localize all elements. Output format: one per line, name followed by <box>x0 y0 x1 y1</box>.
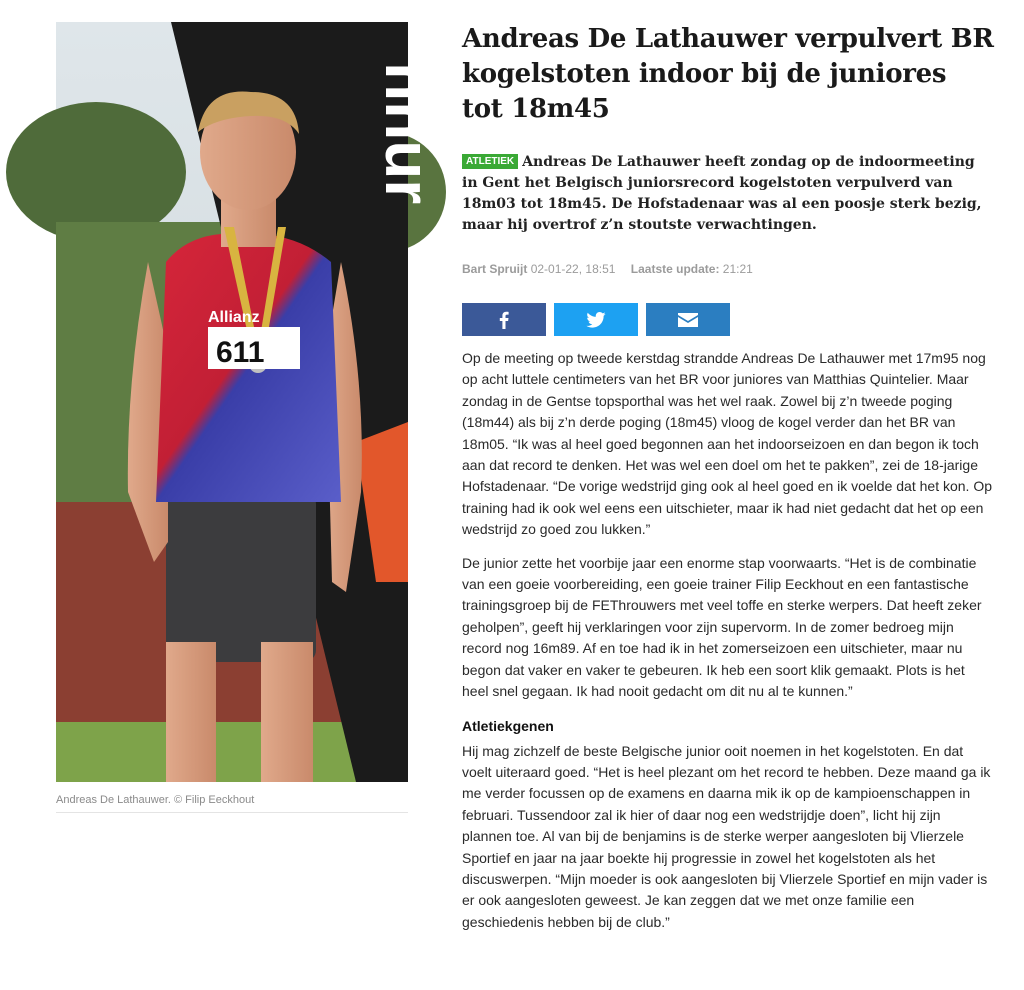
photo-caption: Andreas De Lathauwer. © Filip Eeckhout <box>56 794 255 806</box>
author-name[interactable]: Bart Spruijt <box>462 262 528 276</box>
article-photo[interactable] <box>56 22 444 782</box>
lead-text: Andreas De Lathauwer heeft zondag op de indoormeeting in Gent het Belgisch juniorsrecord kogelstoten verpulverd van 18m03 tot 18m45. De Hofstadenaar was al een poosje sterk bezig, maar hij overtrof z’n stoutste verwachtingen. <box>462 154 982 233</box>
category-badge[interactable]: ATLETIEK <box>462 154 518 169</box>
update-time: 21:21 <box>722 262 753 276</box>
article-meta <box>462 262 753 276</box>
facebook-icon <box>499 311 509 329</box>
share-bar <box>462 303 730 336</box>
bib-number: 611 <box>216 336 265 369</box>
article-body <box>462 348 994 945</box>
publish-date: 02-01-22, 18:51 <box>530 262 616 276</box>
svg-text:nnur: nnur <box>372 62 444 205</box>
twitter-icon <box>586 312 606 328</box>
body-paragraph: De junior zette het voorbije jaar een enorme stap voorwaarts. “Het is de combinatie van een goeie voorbereiding, een goeie trainer Filip Eeckhout en een fantastische trainingsgroep bij de FEThrouwers met veel toffe en sterke werpers. Dat heeft zeker geholpen”, geeft hij verklaringen voor zijn supervorm. In de zomer bedroeg mijn record nog 16m89. Af en toe had ik in het zomerseizoen een uitschieter, maar nu begon dat vaker en vaker te gebeuren. Ik heb een soort klik gemaakt. Plots is het heel snel gegaan. Ik had nooit gedacht om dit nu al te kunnen.” <box>462 554 982 700</box>
sponsor-text: Allianz <box>208 309 260 326</box>
share-mail-button[interactable] <box>646 303 730 336</box>
body-paragraph: Hij mag zichzelf de beste Belgische junior ooit noemen in het kogelstoten. En dat voelt uiteraard goed. “Het is heel plezant om het record te hebben. Deze maand ga ik me verder focussen op de examens en daarna mik ik op de kampioenschappen in februari. Tussendoor zal ik hier of daar nog een wedstrijdje doen”, licht hij zijn plannen toe. Al van bij de benjamins is de sterke werper aangesloten bij Vlierzele Sportief en jaar na jaar boekte hij progressie in zowel het kogelstoten als het discuswerpen. “Mijn moeder is ook aangesloten bij Vlierzele Sportief en mijn vader is er ook aangesloten geweest. Je kan zeggen dat we met onze familie een geschiedenis hebben bij de club.” <box>462 742 991 930</box>
caption-divider <box>56 812 408 813</box>
share-facebook-button[interactable] <box>462 303 546 336</box>
article-lead <box>462 152 990 236</box>
update-label: Laatste update: <box>630 262 720 276</box>
article-subheading: Atletiekgenen <box>462 717 554 734</box>
mail-icon <box>678 313 698 327</box>
share-twitter-button[interactable] <box>554 303 638 336</box>
body-paragraph: Op de meeting op tweede kerstdag strandde Andreas De Lathauwer met 17m95 nog op acht luttele centimeters van het BR voor juniores van Matthias Quintelier. Maar zondag in de Gentse topsporthal was het wel raak. Zowel bij z’n tweede poging (18m44) als bij z’n derde poging (18m45) vloog de kogel verder dan het BR van 18m05. “Ik was al heel goed begonnen aan het indoorseizoen en dan begon ik toch aan dat record te denken. Het was wel een doel om het te pakken”, zei de 18-jarige Hofstadenaar. “De vorige wedstrijd ging ook al heel goed en ik voelde dat het kon. Op training had ik ook wel eens een uitschieter, maar ik had niet gedacht dat het op een wedstrijd zo goed zou lukken.” <box>462 350 992 538</box>
athlete-photo-illustration <box>56 22 444 782</box>
article-title: Andreas De Lathauwer verpulvert BR kogelstoten indoor bij de juniores tot 18m45 <box>462 24 994 124</box>
